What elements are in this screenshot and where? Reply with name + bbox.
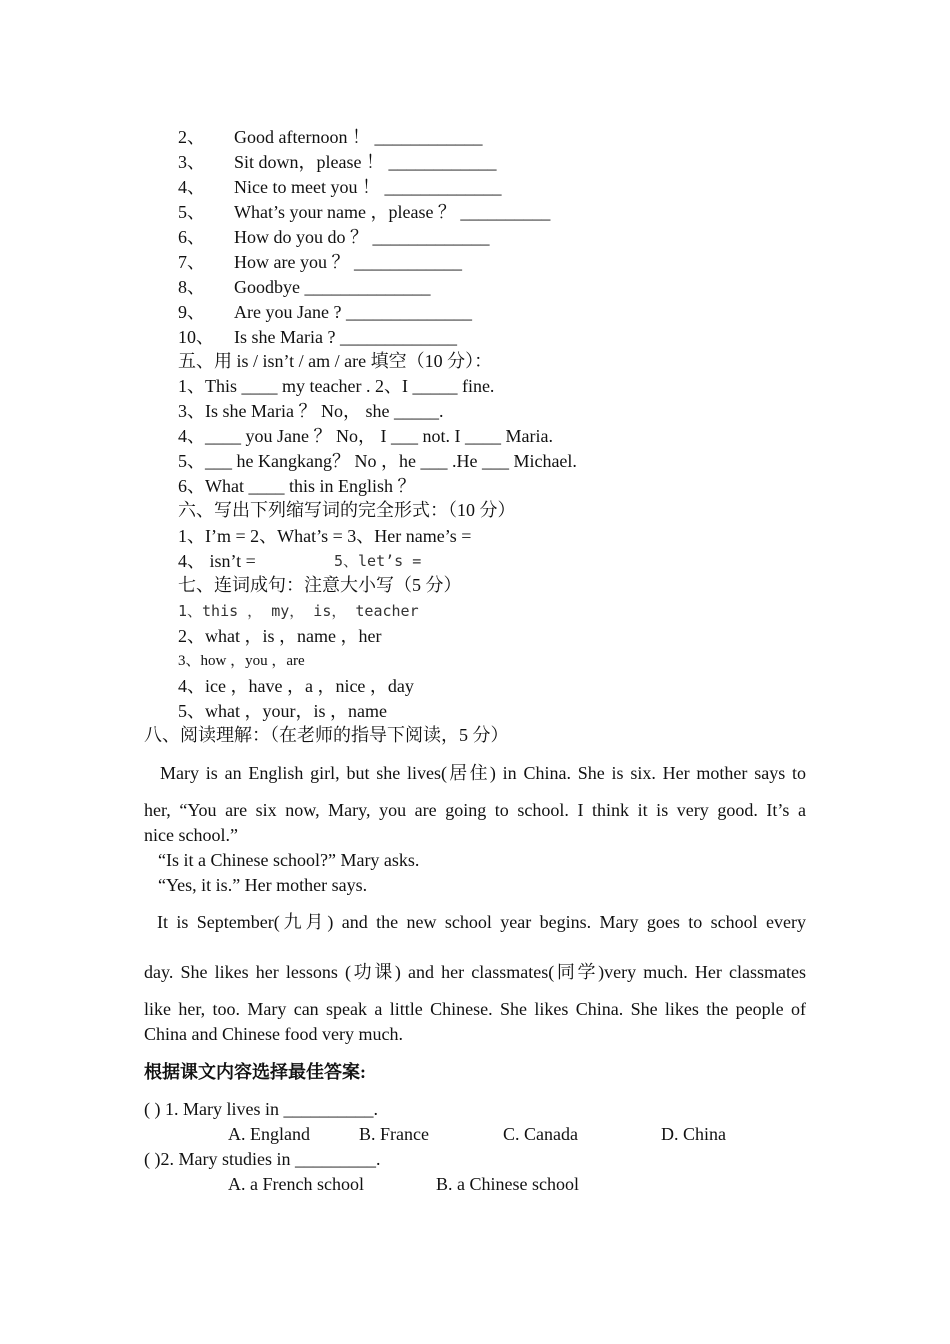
option: A. a French school — [228, 1174, 364, 1194]
list-item: 5、let’s = — [334, 552, 422, 570]
list-item: 5、what ，your，is ，name — [178, 701, 387, 721]
question-stem: ( ) 1. Mary lives in __________. — [144, 1099, 378, 1119]
passage-line: It is September(九月) and the new school year begins. Mary goes to school every — [157, 912, 806, 932]
passage-line: Mary is an English girl, but she lives(居住) in China. She is six. Her mother says to — [160, 763, 806, 783]
list-item: 1、This ____ my teacher . 2、I _____ fine. — [178, 376, 495, 396]
list-item: 6、What ____ this in English ？ — [178, 476, 416, 496]
option: B. a Chinese school — [436, 1174, 579, 1194]
passage-line: day. She likes her lessons (功课) and her classmates(同学)very much. Her classmates — [144, 962, 806, 982]
passage-line: nice school.” — [144, 825, 238, 845]
instruction: 根据课文内容选择最佳答案: — [144, 1062, 366, 1082]
list-item: 2、what ，is ，name ，her — [178, 626, 382, 646]
list-item: 4、 isn’t = — [178, 551, 256, 571]
worksheet-page: 2、 Good afternoon ！ ____________ 3、 Sit down，please ！ ____________ 4、 Nice to meet you ！ _____________ 5、 What’s your name ，please ？ __________ 6、 How do you do ？ _____________ 7、 How are you ？ ____________ 8、 Goodbye ______________ 9、 Are you Jane ? ______________ 10、 Is she Maria ? _____________ 五、用 is / isn’t / am / are 填空（10 分）： 1、This ____ my teacher . 2、I _____ fine. 3、Is she Maria ？ No， she _____. 4、____ you Jane ？ No， I ___ not. I ____ Maria. 5、___ he Kangkang？ No ，he ___ .He ___ Michael. 6、What ____ this in English ？ 六、写出下列缩写词的完全形式：（10 分） 1、I’m = 2、What’s = 3、Her name’s = 4、 isn’t = 5、let’s = 七、连词成句：注意大小写（5 分） 1、this ， my， is， teacher 2、what ，is ，name ，her 3、how ，you ，are 4、ice ，have ，a ，nice ，day 5、what ，your，is ，name 八、阅读理解：（在老师的指导下阅读，5 分） Mary is an English girl, but she lives(居住) in China. She is six. Her mother says to her, “You are six now, Mary, you are going to school. I think it is very good. It’s a nice school.” “Is it a Chinese school?” Mary asks. “Yes, it is.” Her mother says. It is September(九月) and the new school year begins. Mary goes to school every day. She likes her lessons (功课) and her classmates(同学)very much. Her classmates like her, too. Mary can speak a little Chinese. She likes China. She likes the people of China and Chinese food very much. 根据课文内容选择最佳答案: ( ) 1. Mary lives in __________. A. England B. France C. Canada D. China ( )2. Mary studies in _________. A. a French school B. a Chinese school — [144, 127, 806, 1194]
section-heading: 七、连词成句：注意大小写（5 分） — [178, 575, 462, 595]
passage-line: “Yes, it is.” Her mother says. — [158, 875, 368, 895]
option: D. China — [661, 1124, 726, 1144]
option: B. France — [359, 1124, 429, 1144]
section-heading: 五、用 is / isn’t / am / are 填空（10 分）： — [178, 351, 493, 371]
option: C. Canada — [503, 1124, 578, 1144]
list-item: 1、I’m = 2、What’s = 3、Her name’s = — [178, 526, 472, 546]
passage-line: China and Chinese food very much. — [144, 1024, 403, 1044]
list-item: 3、how ，you ，are — [178, 653, 305, 669]
passage-line: her, “You are six now, Mary, you are going to school. I think it is very good. It’s a — [144, 800, 806, 820]
list-item: 5、___ he Kangkang？ No ，he ___ .He ___ Michael. — [178, 451, 577, 471]
option: A. England — [228, 1124, 310, 1144]
section-heading: 八、阅读理解：（在老师的指导下阅读，5 分） — [144, 725, 509, 745]
question-stem: ( )2. Mary studies in _________. — [144, 1149, 381, 1169]
passage-line: like her, too. Mary can speak a little Chinese. She likes China. She likes the people of — [144, 999, 806, 1019]
list-item: 4、____ you Jane ？ No， I ___ not. I ____ Maria. — [178, 426, 553, 446]
section-heading: 六、写出下列缩写词的完全形式：（10 分） — [178, 500, 516, 520]
list-item: 1、this ， my， is， teacher — [178, 602, 419, 620]
passage-line: “Is it a Chinese school?” Mary asks. — [158, 850, 420, 870]
list-item: 4、ice ，have ，a ，nice ，day — [178, 676, 414, 696]
list-item: 3、Is she Maria ？ No， she _____. — [178, 401, 444, 421]
